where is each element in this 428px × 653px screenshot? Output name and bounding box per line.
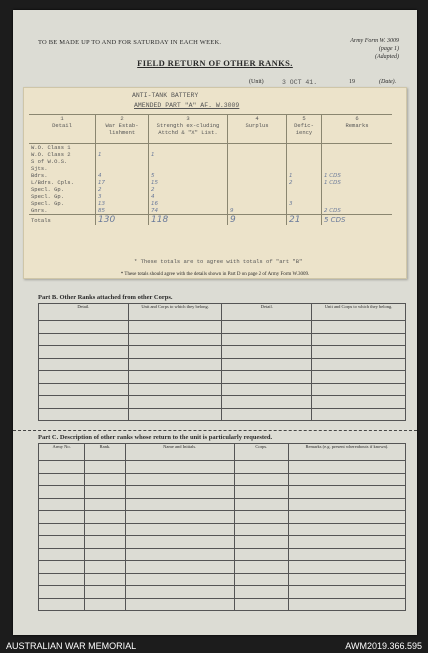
instruction-text: TO BE MADE UP TO AND FOR SATURDAY IN EACH WEEK. [38, 39, 222, 46]
table-row: Specl. Gp. 13 16 3 [29, 200, 392, 207]
col-deficiency: 5 Defic-iency [287, 115, 322, 144]
table-row: Specl. Gp. 2 2 [29, 186, 392, 193]
unit-label: (Unit) [249, 79, 264, 85]
part-b-header-row [39, 304, 406, 321]
part-c-table [38, 443, 406, 611]
perforation-line [13, 430, 417, 431]
table-row [39, 511, 406, 524]
adapted-label: (Adapted) [375, 54, 399, 60]
part-d-note: * These totals should agree with the details shown in Part D on page 2 of Army Form W.3009. [120, 272, 310, 277]
part-c-col-army-no: Army No. [39, 444, 85, 461]
totals-row: Totals 130 118 9 21 5 CDS [29, 215, 392, 226]
table-row [39, 573, 406, 586]
table-row [39, 561, 406, 574]
table-row [39, 498, 406, 511]
table-row [39, 396, 406, 409]
date-label: (Date). [379, 79, 397, 85]
part-b-col-unit: Unit and Corps to which they belong. [128, 304, 222, 321]
form-no: Army Form W. 3009 [350, 38, 399, 44]
col-detail: 1 Detail [29, 115, 96, 144]
date-value: 3 OCT 41. [282, 79, 318, 86]
table-row [39, 461, 406, 474]
table-row [39, 346, 406, 359]
table-row: Gnrs. 85 74 9 2 CDS [29, 207, 392, 215]
table-row [39, 536, 406, 549]
part-b-col-detail-2: Detail. [222, 304, 312, 321]
col-remarks: 6 Remarks [322, 115, 393, 144]
part-b-table [38, 303, 406, 421]
table-row [39, 486, 406, 499]
unit-name: ANTI-TANK BATTERY [132, 92, 199, 99]
table-row: W.O. Class 1 [29, 144, 392, 152]
part-c-header-row [39, 444, 406, 461]
table-row: S of W.O.S. [29, 158, 392, 165]
part-b-col-unit-2: Unit and Corps to which they belong. [312, 304, 406, 321]
col-strength: 3 Strength ex-cluding Attchd & "X" List. [149, 115, 228, 144]
part-a-title: AMENDED PART "A" AF. W.3009 [134, 102, 240, 109]
archive-footer [0, 639, 428, 653]
part-c-col-rank: Rank. [85, 444, 125, 461]
part-a-header-row [29, 115, 392, 144]
table-row [39, 358, 406, 371]
form-sheet [13, 10, 417, 635]
table-row [39, 371, 406, 384]
table-row [39, 321, 406, 334]
part-c-col-remarks: Remarks (e.g. present whereabouts if known). [288, 444, 405, 461]
footer-institution: AUSTRALIAN WAR MEMORIAL [6, 641, 137, 651]
table-row [39, 383, 406, 396]
table-row: Bdrs. 4 5 1 1 CDS [29, 172, 392, 179]
part-c-title: Part C. Description of other ranks whose return to the unit is particularly requested. [38, 434, 273, 441]
table-row [39, 523, 406, 536]
part-c-col-name: Name and Initials. [125, 444, 234, 461]
part-b-title: Part B. Other Ranks attached from other Corps. [38, 294, 173, 301]
table-row [39, 598, 406, 611]
part-a-note: * These totals are to agree with totals of "art "B" [134, 258, 303, 265]
page-title: FIELD RETURN OF OTHER RANKS. [137, 58, 293, 68]
table-row: Specl. Gp. 3 4 [29, 193, 392, 200]
table-row [39, 408, 406, 421]
footer-accession-number: AWM2019.366.595 [345, 641, 422, 651]
table-row [39, 548, 406, 561]
part-c-col-corps: Corps. [234, 444, 288, 461]
year-prefix: 19 [349, 79, 355, 85]
table-row [39, 473, 406, 486]
part-a-table [29, 114, 392, 225]
col-surplus: 4 Surplus [228, 115, 287, 144]
table-row: L/Bdrs. Cpls. 17 15 2 1 CDS [29, 179, 392, 186]
pasted-part-a [23, 79, 407, 279]
page-no: (page 1) [378, 46, 399, 52]
col-war-estab: 2 War Estab-lishment [96, 115, 149, 144]
table-row: Sjts. [29, 165, 392, 172]
table-row [39, 333, 406, 346]
part-b-col-detail: Detail. [39, 304, 129, 321]
table-row [39, 586, 406, 599]
table-row: W.O. Class 2 1 1 [29, 151, 392, 158]
